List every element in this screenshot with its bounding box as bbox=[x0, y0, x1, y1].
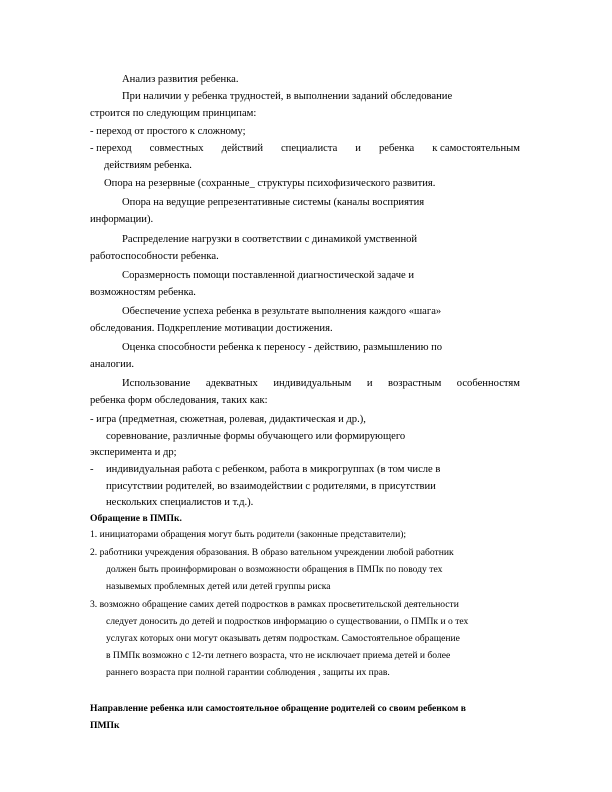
numbered-item-2-line-3: назывемых проблемных детей или детей группы риска bbox=[106, 581, 331, 592]
dash-item-simple-to-complex: - переход от простого к сложному; bbox=[90, 126, 246, 137]
paragraph-reserve-structures: Опора на резервные (сохранные_ структуры психофизического развития. bbox=[104, 178, 436, 189]
paragraph-forms-line-2: ребенка форм обследования, таких как: bbox=[90, 395, 268, 406]
numbered-item-3-line-3: услугах которых они могут оказывать детям подросткам. Самостоятельное обращение bbox=[106, 633, 460, 644]
word: ребенка bbox=[378, 143, 415, 154]
list-item-game-line-2: соревнование, различные формы обучающего или формирующего bbox=[106, 431, 406, 442]
paragraph-transfer-line-1: Оценка способности ребенка к переносу - действию, размышлению по bbox=[122, 342, 443, 353]
paragraph-help-proportionality-line-1: Соразмерность помощи поставленной диагностической задаче и bbox=[122, 270, 415, 281]
paragraph-load-distribution-line-1: Распределение нагрузки в соответствии с динамикой умственной bbox=[122, 234, 418, 245]
section-heading-referral-line-1: Направление ребенка или самостоятельное обращение родителей со своим ребенком в bbox=[90, 703, 466, 714]
numbered-item-1: 1. инициаторами обращения могут быть родители (законные представители); bbox=[90, 529, 407, 540]
word: особенностям bbox=[456, 378, 520, 389]
paragraph-forms-line-1 bbox=[122, 377, 520, 390]
dash-item-joint-actions-line-2: действиям ребенка. bbox=[104, 160, 192, 171]
word: совместных bbox=[149, 143, 204, 154]
paragraph-transfer-line-2: аналогии. bbox=[90, 359, 135, 370]
paragraph-principles-line-2: строится по следующим принципам: bbox=[90, 108, 257, 119]
word: и bbox=[366, 378, 373, 389]
paragraph-analysis-title: Анализ развития ребенка. bbox=[122, 74, 239, 85]
word: - переход bbox=[90, 143, 132, 154]
paragraph-representative-systems-line-2: информации). bbox=[90, 214, 154, 225]
word: специалиста bbox=[280, 143, 338, 154]
list-item-individual-line-2: присутствии родителей, во взаимодействии с родителями, в присутствии bbox=[106, 481, 436, 492]
section-heading-referral-line-2: ПМПк bbox=[90, 720, 120, 731]
numbered-item-2-line-2: должен быть проинформирован о возможности обращения в ПМПк по поводу тех bbox=[106, 564, 443, 575]
numbered-item-3-line-2: следует доносить до детей и подростков информацию о существовании, о ПМПк и о тех bbox=[106, 616, 469, 627]
paragraph-success-line-1: Обеспечение успеха ребенка в результате выполнения каждого «шага» bbox=[122, 306, 442, 317]
list-item-individual-line-3: нескольких специалистов и т.д.). bbox=[106, 497, 254, 508]
numbered-item-3-line-5: раннего возраста при полной гарантии соблюдения , защиты их прав. bbox=[106, 667, 390, 678]
list-item-game-line-3: эксперимента и др; bbox=[90, 447, 177, 458]
paragraph-representative-systems-line-1: Опора на ведущие репрезентативные системы (каналы восприятия bbox=[122, 197, 425, 208]
numbered-item-3-line-4: в ПМПк возможно с 12-ти летнего возраста, что не исключает приема детей и более bbox=[106, 650, 451, 661]
paragraph-success-line-2: обследования. Подкрепление мотивации достижения. bbox=[90, 323, 333, 334]
word: к самостоятельным bbox=[432, 143, 520, 154]
dash-item-joint-actions-line-1 bbox=[90, 142, 520, 155]
list-item-individual-marker: - bbox=[90, 464, 94, 475]
word: Использование bbox=[122, 378, 191, 389]
paragraph-principles-line-1: При наличии у ребенка трудностей, в выполнении заданий обследование bbox=[122, 91, 453, 102]
word: и bbox=[355, 143, 361, 154]
list-item-individual-line-1: индивидуальная работа с ребенком, работа в микрогруппах (в том числе в bbox=[106, 464, 441, 475]
word: действий bbox=[221, 143, 263, 154]
numbered-item-2-line-1: 2. работники учреждения образования. В образо вательном учреждении любой работник bbox=[90, 547, 454, 558]
list-item-game-line-1: - игра (предметная, сюжетная, ролевая, дидактическая и др.), bbox=[90, 414, 366, 425]
word: адекватных bbox=[205, 378, 258, 389]
word: индивидуальным bbox=[273, 378, 352, 389]
section-heading-pmpk-appeal: Обращение в ПМПк. bbox=[90, 513, 182, 524]
word: возрастным bbox=[388, 378, 442, 389]
numbered-item-3-line-1: 3. возможно обращение самих детей подростков в рамках просветительской деятельности bbox=[90, 599, 459, 610]
paragraph-load-distribution-line-2: работоспособности ребенка. bbox=[90, 251, 219, 262]
paragraph-help-proportionality-line-2: возможностям ребенка. bbox=[90, 287, 196, 298]
